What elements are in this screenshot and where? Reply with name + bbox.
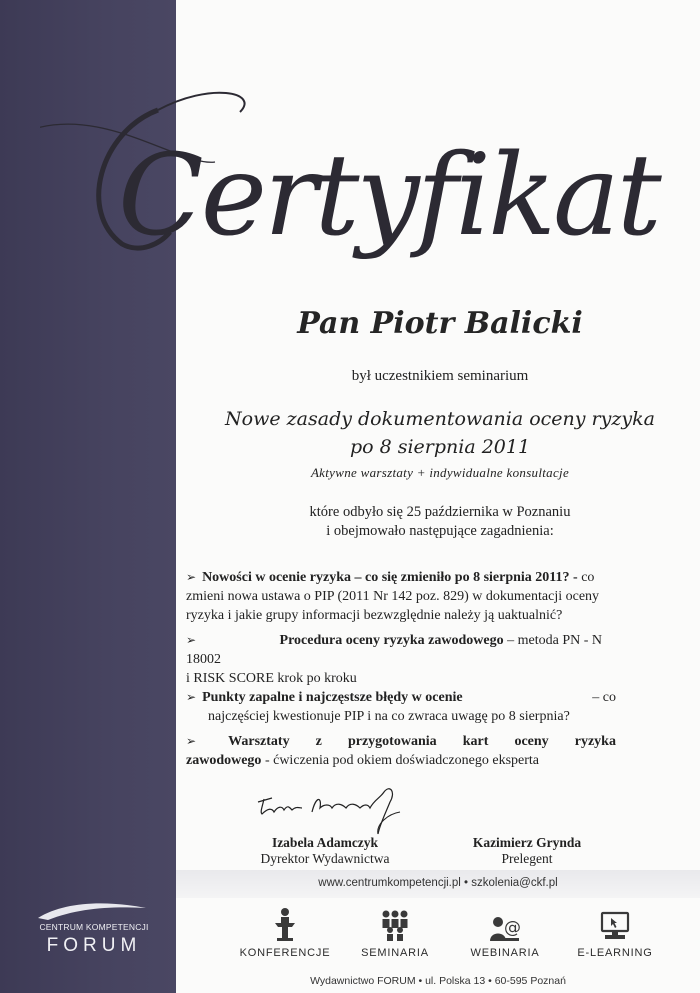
service-label: KONFERENCJE	[239, 947, 331, 959]
place-line2: i obejmowało następujące zagadnienia:	[326, 523, 554, 539]
audience-icon	[340, 905, 450, 941]
service-item	[560, 905, 670, 959]
seminar-place	[180, 503, 700, 541]
topic-bold: Punkty zapalne i najczęstsze błędy w ocenie	[202, 690, 463, 705]
swoosh-icon	[34, 898, 154, 922]
certificate-title	[40, 72, 680, 262]
topic-item	[186, 568, 616, 625]
logo-line1: CENTRUM KOMPETENCJI	[39, 922, 149, 932]
forum-logo	[34, 898, 154, 964]
arrow-bullet-icon: ➢	[186, 734, 197, 748]
service-item	[450, 905, 560, 959]
topic-rest: co zmieni nowa ustawa o PIP (2011 Nr 142 poz. 829) w dokumentacji oceny ryzyka i jakie grupy informacji bezwzględnie należy ją uaktualnić?	[186, 570, 600, 623]
footer-address: Wydawnictwo FORUM • ul. Polska 13 • 60-595 Poznań	[310, 975, 566, 987]
topic-rest: - ćwiczenia pod okiem doświadczonego eksperta	[264, 753, 539, 768]
signatory-role: Dyrektor Wydawnictwa	[260, 851, 390, 866]
topic-bold: zawodowego	[186, 753, 262, 768]
topic-rest: najczęściej kwestionuje PIP i na co zwraca uwagę po 8 sierpnia?	[208, 709, 570, 724]
topic-word: Warsztaty	[228, 734, 290, 749]
arrow-bullet-icon: ➢	[186, 690, 197, 704]
topic-bold: Procedura oceny ryzyka zawodowego	[279, 633, 504, 648]
recipient-name: Pan Piotr Balicki	[297, 306, 583, 341]
computer-icon	[560, 905, 670, 941]
title-text: Certyfikat	[118, 131, 659, 261]
seminar-subtitle: Aktywne warsztaty + indywidualne konsultacje	[310, 465, 570, 480]
service-label: SEMINARIA	[361, 947, 429, 959]
place-line1: które odbyło się 25 października w Poznaniu	[309, 504, 571, 520]
topic-rest: 18002	[186, 652, 221, 667]
topic-item	[186, 631, 616, 688]
seminar-title-line2: po 8 sierpnia 2011	[349, 436, 531, 458]
participant-text: był uczestnikiem seminarium	[351, 368, 529, 384]
title-svg	[40, 72, 680, 262]
topic-word: przygotowania	[347, 734, 437, 749]
service-label: WEBINARIA	[470, 947, 540, 959]
lectern-icon	[230, 905, 340, 941]
seminar-title	[180, 405, 700, 461]
handwritten-signature	[250, 778, 410, 842]
arrow-bullet-icon: ➢	[186, 633, 197, 647]
topic-bold: Nowości w ocenie ryzyka – co się zmieniło po 8 sierpnia 2011? -	[202, 570, 578, 585]
logo-line2: FORUM	[46, 935, 142, 956]
services-row	[230, 905, 670, 965]
footer-website: www.centrumkompetencji.pl • szkolenia@ckf.pl	[318, 877, 558, 889]
signatory-name: Izabela Adamczyk	[271, 835, 379, 850]
topic-word: z	[315, 734, 322, 749]
topic-rest2: i RISK SCORE krok po kroku	[186, 671, 357, 686]
signatory-role: Prelegent	[501, 851, 553, 866]
topic-word: kart	[462, 734, 489, 749]
topic-list	[186, 568, 616, 770]
topic-word: oceny	[514, 734, 549, 749]
topic-word: ryzyka	[574, 734, 616, 749]
service-label: E-LEARNING	[577, 947, 653, 959]
signatory-name: Kazimierz Grynda	[472, 835, 582, 850]
seminar-title-line1: Nowe zasady dokumentowania oceny ryzyka	[225, 408, 655, 430]
arrow-bullet-icon: ➢	[186, 570, 197, 584]
topic-item	[186, 732, 616, 770]
service-item	[340, 905, 450, 959]
service-item	[230, 905, 340, 959]
svg-text:@: @	[504, 918, 521, 938]
topic-item	[186, 688, 616, 726]
topic-dash: – metoda PN - N	[507, 633, 602, 648]
topic-dash: – co	[592, 690, 616, 705]
at-person-icon	[450, 905, 560, 941]
